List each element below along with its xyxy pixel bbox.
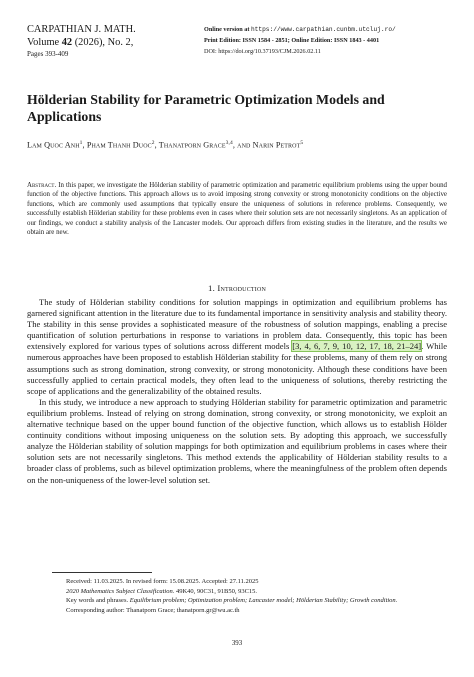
paragraph-2: In this study, we introduce a new approach to studying Hölderian stability for parametric optimization and parametric equilibrium problems. Instead of relying on strong domination, strong convexity, or strong monotonicity, we exploit an alternative technique based on the upper bound function of the objective function, which allows us to establish Hölder continuity conditions without imposing uniqueness on the solution sets. By adopting this approach, we successfully analyze the Hölderian stability of solution mappings for both optimization and equilibrium problems in cases where their solution sets are not necessarily singletons. This method extends the applicability of Hölderian stability results to a broader class of problems, such as bilevel optimization problems, where the meaningfulness of the problem often depends on the non-uniqueness of the lower-level solution set. (27, 396, 447, 485)
abstract (27, 181, 447, 237)
footnotes (66, 577, 451, 615)
journal-header (27, 24, 136, 59)
doi-link[interactable]: DOI: https://doi.org/10.37193/CJM.2026.02.11 (204, 47, 321, 55)
journal-name: CARPATHIAN J. MATH. (27, 24, 136, 35)
msc-classification: 2020 Mathematics Subject Classification. 49K40, 90C31, 91B50, 93C15. (66, 587, 258, 595)
author-list: Lam Quoc Anh$^1$, Pham Thanh Duoc$^2$, Thanatporn Grace$^{3,4}$, and Narin Petrot$^5$ (27, 140, 304, 150)
print-issn: Print Edition: ISSN 1584 - 2851; Online Edition: ISSN 1843 - 4401 (204, 36, 380, 44)
publication-info (204, 25, 396, 57)
page-number: 393 (231, 640, 243, 647)
volume-info: Volume 42 (2026), No. 2, (27, 36, 134, 48)
corresponding-author: Corresponding author: Thanatporn Grace; thanatporn.gr@wu.ac.th (66, 606, 240, 614)
author-3: Thanatporn Grace (158, 140, 226, 150)
citation-links[interactable]: [3, 4, 6, 7, 9, 10, 12, 17, 18, 21–24] (292, 341, 422, 352)
abstract-text: In this paper, we investigate the Hölderian stability of parametric optimization and parametric equilibrium problems using the upper bound function of the objective functions. This approach allows us to avoid imposing strong convexity or strong monotonicity conditions on the objective functions, which are commonly used assumptions that typically ensure the uniqueness of solutions in reference problems. Consequently, we successfully establish Hölderian stability for these problems even in cases where their solution sets are not necessarily singletons. As an application of our findings, we conduct a stability analysis of the Lancaster models. Our approach differs from existing studies in the literature, and the results we obtain are new. (27, 182, 447, 237)
abstract-label: Abstract. (27, 182, 57, 189)
author-4: Narin Petrot (252, 140, 301, 150)
online-url-link[interactable]: https://www.carpathian.cunbm.utcluj.ro/ (250, 26, 396, 33)
author-2: Pham Thanh Duoc (86, 140, 152, 150)
online-version: Online version at https://www.carpathian.cunbm.utcluj.ro/ (204, 26, 396, 33)
volume-number: 42 (61, 36, 73, 48)
keywords: Key words and phrases. Equilibrium problem; Optimization problem; Lancaster model; Hölderian Stability; Growth condition. (66, 597, 398, 605)
received-dates: Received: 11.03.2025. In revised form: 15.08.2025. Accepted: 27.11.2025 (66, 578, 259, 585)
introduction-body (27, 297, 447, 486)
paragraph-1: The study of Hölderian stability conditions for solution mappings in optimization and equilibrium problems has garnered significant attention in the literature due to its fundamental importance in sensitivity analysis and stability theory. The stability in this sense provides a sophisticated measure of the robustness of solution mappings, enabling a precise quantification of solution perturbations in response to variations in problem data. Consequently, this topic has been extensively explored for various types of solutions across different models [3, 4, 6, 7, 9, 10, 12, 17, 18, 21–24]. While numerous approaches have been proposed to establish Hölderian stability for these problems, many of them rely on strong assumptions such as strong domination, strong convexity, or strong monotonicity. Although these conditions have been successfully applied to certain practical models, they often lead to the uniqueness of solutions, thereby restricting the scope of applications and the generalizability of the obtained results. (27, 297, 448, 396)
footnote-divider (52, 572, 152, 573)
section-heading: 1. Introduction (207, 283, 267, 293)
page-range: Pages 393-409 (27, 50, 69, 58)
author-1: Lam Quoc Anh (27, 140, 80, 150)
paper-title: Hölderian Stability for Parametric Optimization Models and Applications (27, 92, 385, 124)
